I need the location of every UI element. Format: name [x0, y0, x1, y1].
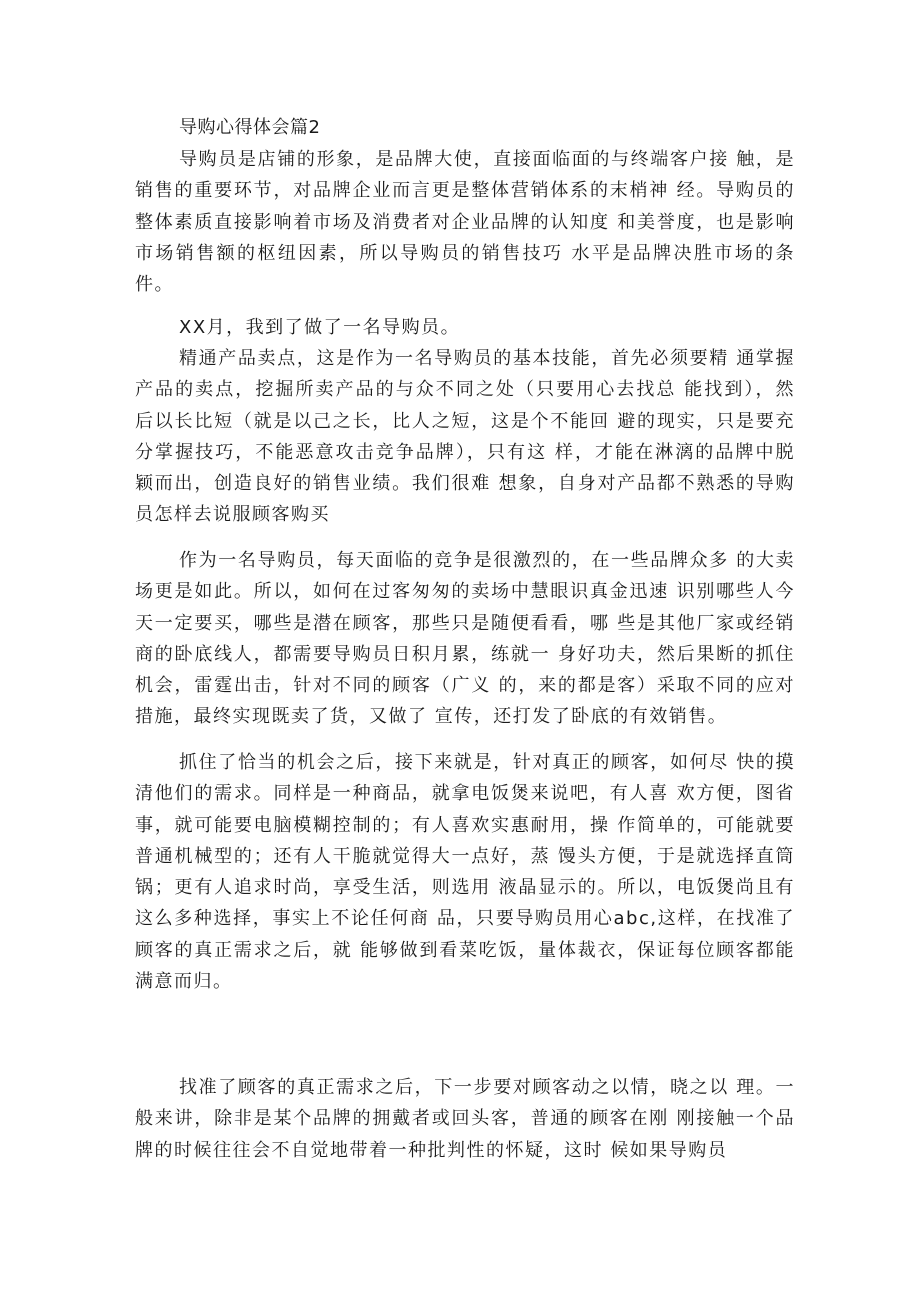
paragraph-month: XX月，我到了做了一名导购员。	[179, 317, 461, 338]
paragraph-selling-points: 精通产品卖点，这是作为一名导购员的基本技能，首先必须要精 通掌握产品的卖点，挖掘所卖产品的与众不同之处（只要用心去找总 能找到），然后以长比短（就是以己之长，比人之短，这是个不能回 避的现实，只是要充分掌握技巧，不能恶意攻击竞争品牌），只有这 样，才能在淋漓的品牌中脱颖而出，创造良好的销售业绩。我们很难 想象，自身对产品都不熟悉的导购员怎样去说服顾客购买	[135, 348, 795, 526]
paragraph-intro: 导购员是店铺的形象，是品牌大使，直接面临面的与终端客户接 触，是销售的重要环节，对品牌企业而言更是整体营销体系的末梢神 经。导购员的整体素质直接影响着市场及消费者对企业品牌的认知度 和美誉度，也是影响市场销售额的枢纽因素，所以导购员的销售技巧 水平是品牌决胜市场的条件。	[135, 149, 795, 296]
document-title: 导购心得体会篇2	[179, 117, 321, 138]
paragraph-competition: 作为一名导购员，每天面临的竞争是很激烈的，在一些品牌众多 的大卖场更是如此。所以，如何在过客匆匆的卖场中慧眼识真金迅速 识别哪些人今天一定要买，哪些是潜在顾客，那些只是随便看看，哪 些是其他厂家或经销商的卧底线人，都需要导购员日积月累，练就一 身好功夫，然后果断的抓住机会，雷霆出击，针对不同的顾客（广义 的，来的都是客）采取不同的应对措施，最终实现既卖了货，又做了 宣传，还打发了卧底的有效销售。	[135, 550, 795, 728]
paragraph-customer-needs: 抓住了恰当的机会之后，接下来就是，针对真正的顾客，如何尽 快的摸清他们的需求。同样是一种商品，就拿电饭煲来说吧，有人喜 欢方便，图省事，就可能要电脑模糊控制的；有人喜欢实惠耐用，操 作简单的，可能就要普通机械型的；还有人干脆就觉得大一点好，蒸 馒头方便，于是就选择直筒锅；更有人追求时尚，享受生活，则选用 液晶显示的。所以，电饭煲尚且有这么多种选择，事实上不论任何商 品，只要导购员用心abc,这样，在找准了顾客的真正需求之后，就 能够做到看菜吃饭，量体裁衣，保证每位顾客都能满意而归。	[135, 752, 795, 993]
paragraph-persuasion: 找准了顾客的真正需求之后，下一步要对顾客动之以情，晓之以 理。一般来讲，除非是某个品牌的拥戴者或回头客，普通的顾客在刚 刚接触一个品牌的时候往往会不自觉地带着一种批判性的怀疑，这时 候如果导购员	[135, 1077, 795, 1161]
